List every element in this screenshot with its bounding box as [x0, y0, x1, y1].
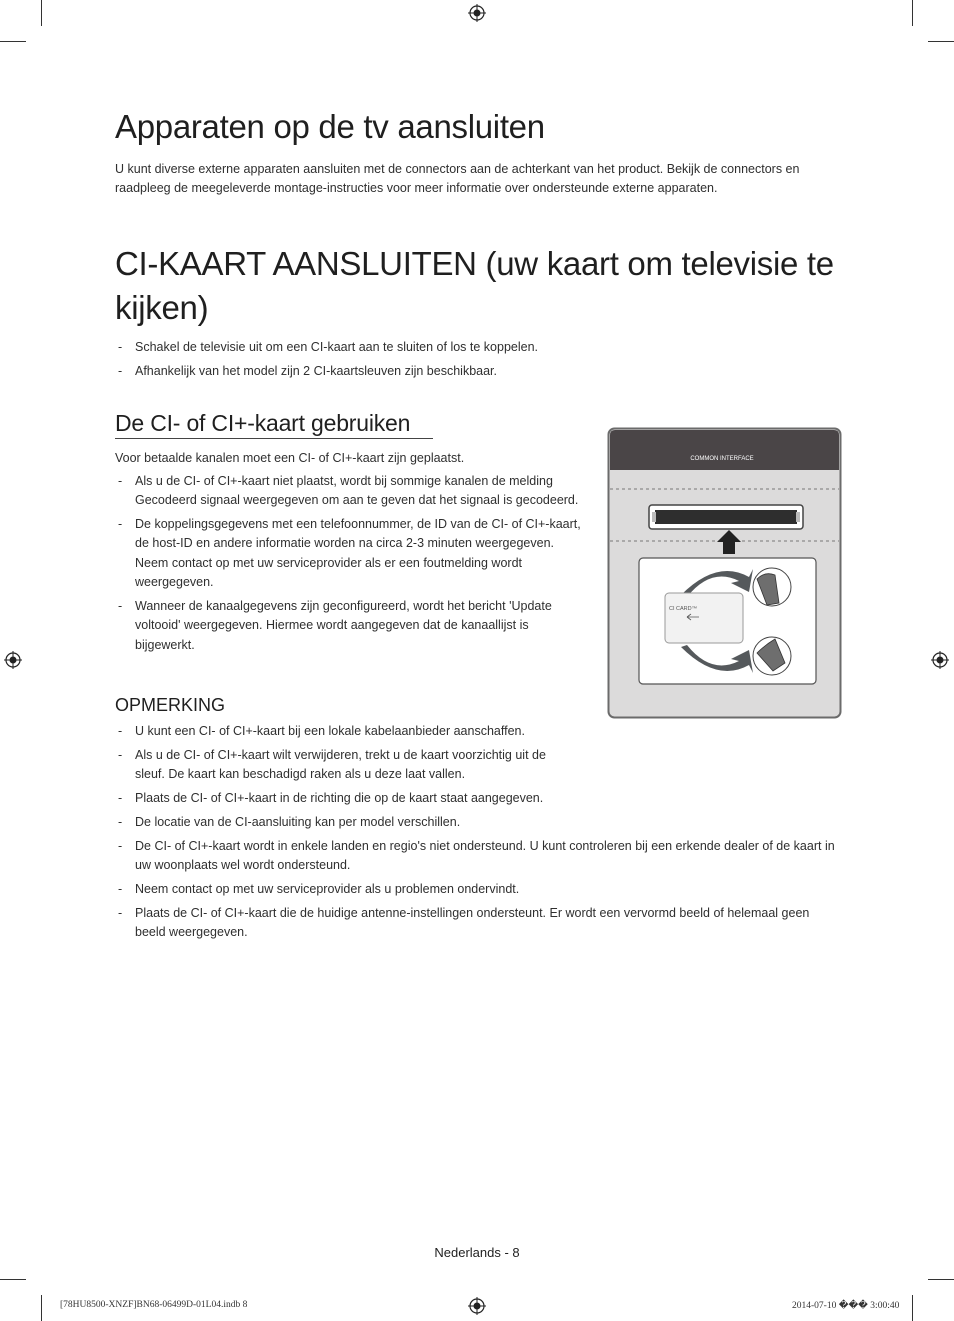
page-number: Nederlands - 8: [434, 1245, 520, 1260]
subsection-bullet-list: [115, 472, 585, 659]
list-item: - De koppelingsgegevens met een telefoonnummer, de ID van de CI- of CI+-kaart, de host-ID en andere informatie worden na circa 2-3 minuten weergegeven. Neem contact op met uw serviceprovider als er een foutmelding wordt weergegeven.: [118, 517, 581, 590]
intro-paragraph: U kunt diverse externe apparaten aansluiten met de connectors aan de achterkant van het product. Bekijk de connectors en raadpleeg de meegeleverde montage-instructies voor meer informatie over ondersteunde externe apparaten.: [115, 162, 800, 195]
list-item: - Plaats de CI- of CI+-kaart in de richting die op de kaart staat aangegeven.: [118, 791, 544, 806]
list-item: - Plaats de CI- of CI+-kaart die de huidige antenne-instellingen ondersteunt. Er wordt een vervormd beeld of helemaal geen beeld weergegeven.: [118, 905, 810, 940]
list-item: - De locatie van de CI-aansluiting kan per model verschillen.: [118, 814, 461, 829]
registration-mark-right-icon: [931, 651, 949, 669]
print-slug-left: [78HU8500-XNZF]BN68-06499D-01L04.indb 8: [60, 1300, 248, 1310]
page-title: Apparaten op de tv aansluiten: [115, 108, 545, 145]
registration-mark-left-icon: [4, 651, 22, 669]
crop-mark-top-left-h: [0, 41, 26, 42]
common-interface-label: COMMON INTERFACE: [690, 456, 754, 462]
crop-mark-bottom-left-h: [0, 1279, 26, 1280]
ci-card-shape: [665, 593, 743, 643]
crop-mark-top-left-v: [41, 0, 42, 26]
subsection-intro: Voor betaalde kanalen moet een CI- of CI+-kaart zijn geplaatst.: [115, 451, 465, 465]
list-item: - Afhankelijk van het model zijn 2 CI-kaartsleuven zijn beschikbaar.: [118, 363, 497, 378]
print-slug-right: 2014-07-10 ��� 3:00:40: [792, 1301, 900, 1311]
list-item: - Neem contact op met uw serviceprovider als u problemen ondervindt.: [118, 882, 520, 897]
list-item: - Als u de CI- of CI+-kaart wilt verwijderen, trekt u de kaart voorzichtig uit de sleuf. De kaart kan beschadigd raken als u deze laat vallen.: [118, 747, 546, 782]
list-item: - Wanneer de kanaalgegevens zijn geconfigureerd, wordt het bericht 'Update voltooid' weergegeven. Hiermee wordt aangegeven dat de kanaallijst is bijgewerkt.: [118, 598, 552, 652]
registration-mark-bottom-icon: [468, 1297, 486, 1315]
note-bullet-list: [115, 722, 835, 947]
list-item: - Schakel de televisie uit om een CI-kaart aan te sluiten of los te koppelen.: [118, 340, 539, 354]
subsection-underline: [115, 438, 433, 439]
list-item: - De CI- of CI+-kaart wordt in enkele landen en regio's niet ondersteund. U kunt controleren bij een erkende dealer of de kaart in uw woonplaats wel wordt ondersteund.: [118, 838, 835, 873]
subsection-title: De CI- of CI+-kaart gebruiken: [115, 410, 411, 436]
registration-mark-top-icon: [468, 4, 486, 22]
crop-mark-bottom-right-v: [912, 1295, 913, 1321]
section-bullet-list: [115, 338, 835, 386]
crop-mark-top-right-v: [912, 0, 913, 26]
crop-mark-bottom-right-h: [928, 1279, 954, 1280]
ci-card-label: CI CARD™: [669, 606, 698, 612]
note-title: OPMERKING: [115, 695, 226, 715]
crop-mark-bottom-left-v: [41, 1295, 42, 1321]
ci-card-illustration: [607, 427, 842, 719]
crop-mark-top-right-h: [928, 41, 954, 42]
list-item: - U kunt een CI- of CI+-kaart bij een lokale kabelaanbieder aanschaffen.: [118, 724, 525, 738]
section-title: CI-KAART AANSLUITEN (uw kaart om televisie te kijken): [115, 245, 834, 326]
list-item: - Als u de CI- of CI+-kaart niet plaatst, wordt bij sommige kanalen de melding Gecodeerd signaal weergegeven om aan te geven dat het signaal is gecodeerd.: [118, 474, 579, 508]
